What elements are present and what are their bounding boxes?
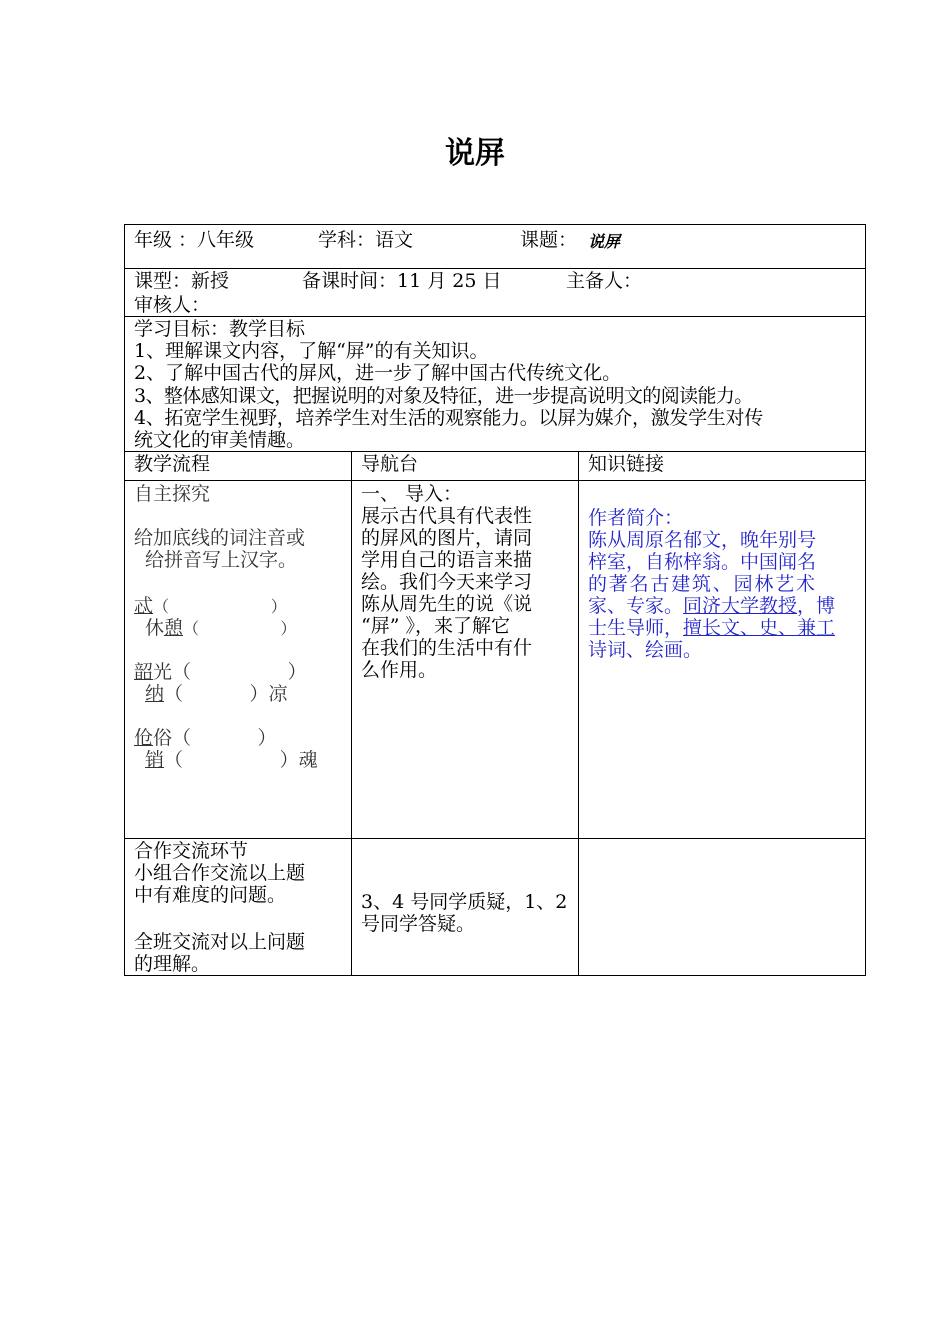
goal-line: 3、整体感知课文，把握说明的对象及特征，进一步提高说明文的阅读能力。 [134,385,753,407]
vocab-blank: 光（ ） [153,661,307,683]
column-header-process: 教学流程 [134,453,211,475]
vocab-item [134,661,307,683]
guide-line: 么作用。 [361,659,438,681]
cooperation-line: 的理解。 [134,953,211,975]
column-header-links: 知识链接 [588,453,665,475]
author-intro-line [588,595,835,617]
table-divider [124,451,866,452]
guide-line: 陈从周先生的说《说 [361,593,533,615]
author-intro-line: 梓室，自称梓翁。中国闻名 [588,551,817,573]
vocab-blank: （ ） [153,597,287,616]
cooperation-line: 中有难度的问题。 [134,884,287,906]
table-divider [124,838,866,839]
vocab-item [134,727,276,749]
vocab-item [145,749,318,771]
topic-value: 说屏 [588,232,621,251]
vocab-item [145,683,287,705]
guide-line: 学用自己的语言来描 [361,549,533,571]
column-divider [578,451,579,976]
goal-line: 4、拓宽学生视野，培养学生对生活的观察能力。以屏为媒介，激发学生对传 [134,407,763,429]
guide-line: 号同学答疑。 [361,913,476,935]
vocab-word: 忒 [134,595,154,617]
cooperation-line: 全班交流对以上问题 [134,931,306,953]
guide-line: 一、 导入： [361,483,463,505]
author-intro-text: 士生导师， [588,617,684,639]
table-divider [124,316,866,317]
guide-line: 绘。我们今天来学习 [361,571,533,593]
subject-label: 学科：语文 [318,229,414,251]
vocab-blank: （ ）凉 [164,683,288,705]
vocab-blank: （ ） [183,619,297,638]
column-divider [351,451,352,976]
lesson-type-label: 课型：新授 [134,270,230,292]
author-intro-line: 诗词、绘画。 [588,639,703,661]
exercise-instruction: 给加底线的词注音或 [134,527,306,549]
prep-time-label: 备课时间：11 月 25 日 [302,270,502,292]
table-divider [124,268,866,269]
author-intro-heading: 作者简介： [588,507,684,529]
author-intro-text: ，博 [797,595,836,617]
goal-line: 2、了解中国古代的屏风，进一步了解中国古代传统文化。 [134,362,622,384]
author-intro-text: 家、专家。 [588,595,684,617]
vocab-word: 纳 [145,683,165,705]
author-intro-specialty: 擅长文、史、兼工 [683,617,836,639]
guide-line: “屏” 》，来了解它 [361,615,510,637]
lead-preparer-label: 主备人： [566,270,643,292]
goals-heading: 学习目标：教学目标 [134,318,306,340]
cooperation-line: 小组合作交流以上题 [134,862,306,884]
author-intro-university: 同济大学教授 [683,595,798,617]
vocab-word: 伧 [134,727,154,749]
vocab-item [134,595,287,618]
vocab-blank: 俗（ ） [153,727,277,749]
vocab-blank: （ ）魂 [164,749,318,771]
guide-line: 3、4 号同学质疑，1、2 [361,891,568,913]
author-intro-line [588,617,835,639]
grade-label: 年级 ：八年级 [134,229,255,251]
table-divider [124,480,866,481]
goal-line: 统文化的审美情趣。 [134,429,306,451]
vocab-item [145,617,296,640]
vocab-word: 销 [145,749,165,771]
self-study-heading: 自主探究 [134,483,211,505]
exercise-instruction: 给拼音写上汉字。 [145,549,298,571]
reviewer-label: 审核人： [134,294,211,316]
vocab-word: 憩 [164,617,184,639]
author-intro-line: 陈从周原名郁文，晚年别号 [588,529,817,551]
guide-line: 在我们的生活中有什 [361,637,533,659]
guide-line: 展示古代具有代表性 [361,505,533,527]
vocab-word: 韶 [134,661,154,683]
goal-line: 1、理解课文内容，了解“屏”的有关知识。 [134,340,489,362]
author-intro-line: 的著名古建筑、园林艺术 [588,573,817,595]
guide-line: 的屏风的图片，请同 [361,527,533,549]
page-title: 说屏 [445,136,505,171]
column-header-guide: 导航台 [361,453,419,475]
cooperation-line: 合作交流环节 [134,840,249,862]
vocab-prefix: 休 [145,617,165,639]
topic-label: 课题： [520,229,578,251]
